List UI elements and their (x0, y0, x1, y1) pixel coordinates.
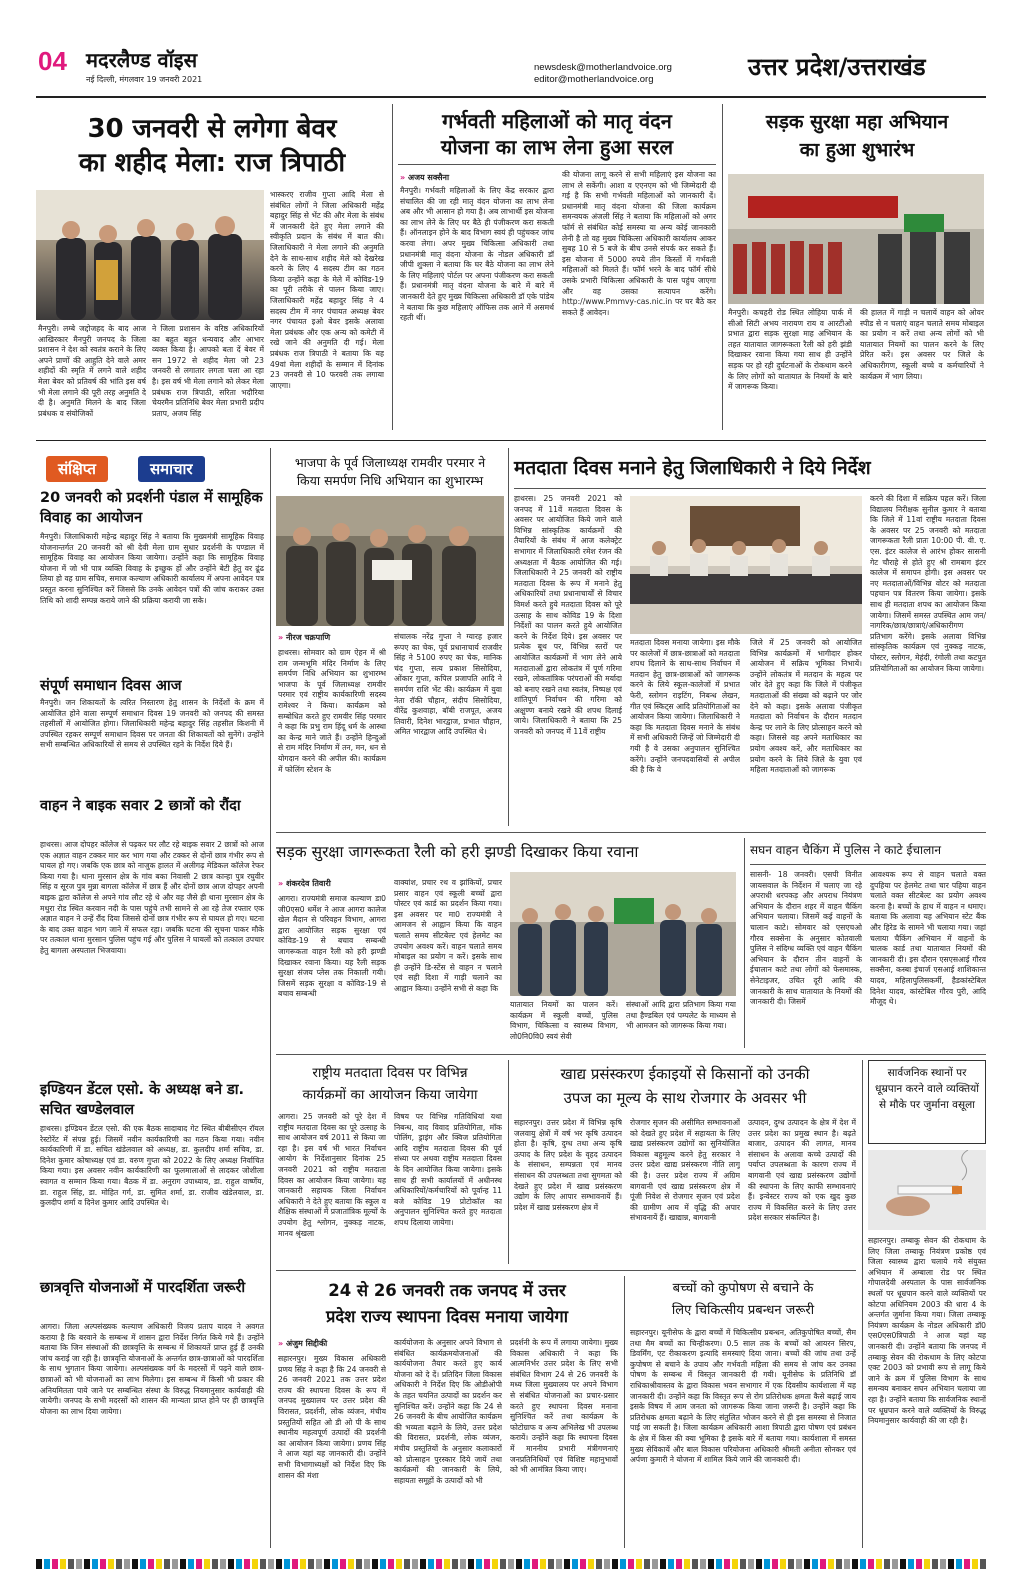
email-editor[interactable]: editor@motherlandvoice.org (534, 74, 654, 85)
divider (36, 440, 986, 441)
story-col-1: सहारनपुर। उत्तर प्रदेश में विभिन्न कृषि जलवायु क्षेत्रों में वर्ष भर कृषि उत्पादन होता है। कृषि, दुग्ध तथा अन्य कृषि उत्पाद के लिए प्रदेश के वृहद उत्पादन के संसाधन, सम्पन्नता एवं मानव संसाधन की उपलब्धता तथा सुगमता को देखते हुए प्रदेश में खाद्य प्रसंस्करण उद्योग के लिए आपार सम्भावनायें हैं। प्रदेश में खाद्य प्रसंस्करण क्षेत्र में (514, 1118, 622, 1212)
brief-text-4: हाथरस। इण्डियन डेंटल एसो. की एक बैठक सादाबाद गेट स्थित बीबीसीएन रॉयल रेस्टोरेंट में संपन्न हुई। जिसमें नवीन कार्यकारिणी का गठन किया गया। नवीन कार्यकारिणी में डा. सचित खंडेलवाल को अध्यक्ष, डा. कुलदीप शर्मा सचिव, डा. दिनेश कुमार कोषाध्यक्ष एवं डा. वरुण गुप्ता को 2022 के लिए अध्यक्ष निर्वाचित किया गया। इस अवसर नवीन कार्यकारिणी का फूलमालाओं से लादकर जोशीला स्वागत व सम्मान किया गया। बैठक में डा. अनुराग उपाध्याय, डा. राहुल वार्ष्णेय, डा. राहुल सिंह, डा. मोहित गर्ग, डा. सुमित शर्मा, डा. राजीव खंडेलवाल, डा. कुलदीप शर्मा व दिनेश कुमार आदि उपस्थित थे। (40, 1124, 264, 1208)
story-road-safety-rally (276, 838, 738, 1048)
headline: सार्वजनिक स्थानों पर धूम्रपान करने वाले व्यक्तियों से मौके पर जुर्माना वसूला (875, 1067, 979, 1111)
story-matru-vandan (398, 104, 716, 434)
briefs-column (36, 448, 266, 1548)
story-col-2: की योजना लागू करने से सभी महिलाएं इस योजना का लाभ ले सकेंगी। आशा व एएनएम को भी जिम्मेदारी दी गई है कि सभी गर्भवती महिलाओं को जानकारी दें। प्रधानमंत्री मातृ वंदना योजना की जिला कार्यक्रम समन्वयक अंजली सिंह ने बताया कि महिलाओं को अगर फॉर्म से संबंधित कोई समस्या या अन्य कोई जानकारी लेनी है तो वह मुख्य चिकित्सा अधिकारी कार्यालय आकर सुबह 10 से 5 बजे के बीच उनसे संपर्क कर सकते हैं। इस योजना में 5000 रुपये तीन किस्तों में गर्भवती महिलाओं को मिलते हैं। फॉर्म भरने के बाद फॉर्म सीधे उसके प्रभारी चिकित्सा अधिकारी के पास पहुंच जाएगा और वह उसका सत्यापन करेंगे। http://www.Pmmvy-cas.nic.in पर घर बैठे कर सकते हैं आवेदन। (562, 170, 716, 317)
story-road-safety-campaign (728, 104, 986, 434)
headline-box (868, 1060, 986, 1144)
story-malnutrition (630, 1276, 856, 1548)
story-up-foundation-day (276, 1276, 618, 1548)
brief-text-2: मैनपुरी। जन शिकायतों के त्वरित निस्तारण हेतु शासन के निर्देशों के क्रम में आयोजित होने वाला सम्पूर्ण समाधान दिवस 19 जनवरी को जनपद की समस्त तहसीलों में आयोजित होगा। जिलाधिकारी महेन्द्र बहादुर सिंह तहसील किशनी में उपस्थित रहकर सम्पूर्ण समाधान दिवस पर जनता की शिकायतों को सुनेंगे। उन्होंने सभी सम्बन्धित अधिकारियों से समय से उपस्थित रहने के निर्देश दिये हैं। (40, 698, 264, 750)
story-col-2: की हालत में गाड़ी न चलायें वाहन को ओवर स्पीड से न चलाएं वाहन चलाते समय मोबाइल का प्रयोग न करें तथा अन्य लोगों को भी यातायात नियमों का पालन करने के लिए प्रेरित करें। इस अवसर पर जिले के अधिकारीगण, स्कूली बच्चे व कर्मचारियों ने कार्यक्रम में भाग लिया। (860, 308, 984, 381)
headline: 30 जनवरी से लगेगा बेवर का शहीद मेला: राज त्रिपाठी (78, 114, 346, 178)
newspaper-name: मदरलैण्ड वॉइस (86, 48, 198, 72)
story-col-2: ने जिला प्रशासन के वरिष्ठ अधिकारियों का बहुत बहुत धन्यवाद और आभार व्यक्त किया है। आपको बता दें बेवर में सन 1972 से शहीद मेला जो 23 जनवरी से लगातार लगता चला आ रहा है। इस वर्ष भी मेला लगाने को लेकर मेला प्रबंधक राज त्रिपाठी, सरिता भदौरिया चेयरमैन प्रतिनिधि बेवर मेला प्रभारी प्रदीप प्रताप, अजय सिंह (152, 324, 264, 418)
story-col-1: हाथरस। 25 जनवरी 2021 को जनपद में 11वें मतदाता दिवस के अवसर पर आयोजित किये जाने वाले विभिन्न सांस्कृतिक कार्यक्रमों की तैयारियों के संबंध में आज कलेक्ट्रेट सभागार में जिलाधिकारी रमेश रंजन की अध्यक्षता में बैठक आयोजित की गई। जिलाधिकारी ने 25 जनवरी को राष्ट्रीय मतदाता दिवस के रूप में मनाने हेतु अधिकारियों तथा प्रधानाचार्यों से विचार विमर्श करते हुये मतदाता दिवस को पूरे उत्साह के साथ कोविड 19 के दिशा निर्देशों का पालन करते हुये आयोजित करने के निर्देश दिये। इस अवसर पर प्रत्येक बूथ पर, विभिन्न स्तरों पर आयोजित कार्यक्रमों में भाग लेने आये मतदाताओं द्वारा लोकतंत्र में पूर्ण गरिमा रखने, लोकतांत्रिक परंपराओं की मर्यादा को बनाए रखने तथा स्वतंत्र, निष्पक्ष एवं शांतिपूर्ण निर्वाचन की गरिमा को अक्षुण्ण बनाये रखने की शपथ दिलाई जाये। जिलाधिकारी ने बताया कि 25 जनवरी को जनपद में 11वें राष्ट्रीय (514, 494, 622, 737)
divider (514, 488, 986, 489)
story-col-3: उत्पादन, दुग्ध उत्पादन के क्षेत्र में देश में उत्तर प्रदेश का प्रमुख स्थान है। बढ़ते बाजार, उत्पादन की लागत, मानव संसाधन के अलावा कच्चे उत्पादों की पर्याप्त उपलब्धता के कारण राज्य में बागवानी एवं खाद्य प्रसंस्करण उद्योगों की स्थापना के लिए काफी सम्भावनाएं हैं। इन्वेस्टर राज्य को एक खुद कुछ राज्य में विकसित करने के लिए उत्तर प्रदेश सरकार संकल्पित है। (748, 1118, 856, 1223)
divider (744, 838, 745, 1048)
brief-headline-3: वाहन ने बाइक सवार 2 छात्रों को रौंदा (40, 798, 241, 814)
headline: मतदाता दिवस मनाने हेतु जिलाधिकारी ने दिये निर्देश (514, 457, 871, 479)
story-col-2: आवश्यक रूप से वाहन चलाते वक्त दुपहिया पर हेलमेट तथा चार पहिया वाहन चलाते वक्त सीटबेल्ट का प्रयोग अवश्य करना है। बच्चों के हाथ में वाहन न थमाए। बताया कि अलावा यह अभियान स्टेट बैंक और हिरेड के सामने भी चलाया गया। जहां चलाया चैकिंग अभियान में वाहनों के चालक कार्ड तथा यातायात नियमों की जानकारी दी। इस दौरान एसएसआई गौरव सक्सैना, कस्बा इंचार्ज एसआई शाशिकान्त यादव, महिलापुलिसकर्मी, हैडकांस्टेबिल दिनेश यादव, कांस्टेबिल गौरव पुरी, आदि मौजूद थे। (870, 870, 986, 1007)
story-shaheed-mela (36, 104, 386, 434)
headline: राष्ट्रीय मतदाता दिवस पर विभिन्न कार्यक्रमों का आयोजन किया जायेगा (302, 1065, 478, 1103)
story-voter-day-directions (514, 448, 986, 826)
story-smoking-fine (868, 1060, 986, 1548)
brief-text-1: मैनपुरी। जिलाधिकारी महेन्द्र बहादुर सिंह ने बताया कि मुख्यमंत्री सामूहिक विवाह योजनान्तर्गत 20 जनवरी को श्री देवी मेला ग्राम सुधार प्रदर्शनी के पण्डाल में सामूहिक विवाह का आयोजन किया जायेगा। उन्होंने कहा कि सामूहिक विवाह योजना में जो भी पात्र व्यक्ति विवाह के इच्छुक हों और उन्होंने बेटी हेतु वर ढूंढ लिया हो वह ग्राम सचिव, समाज कल्याण अधिकारी कार्यालय में अपना आवेदन पत्र प्रस्तुत करना सुनिश्चित करें जिससे कि उनके आवेदन पत्रों की जांच कराकर उक्त तिथि को शादी सम्पन्न कराये जाने की प्रक्रिया करायी जा सके। (40, 532, 264, 605)
divider (750, 864, 986, 865)
photo-flag-off (510, 872, 736, 996)
story-col-3: प्रदर्शनी के रूप में लगाया जायेगा। मुख्य विकास अधिकारी ने कहा कि आत्मनिर्भर उत्तर प्रदेश के लिए सभी संबंधित विभाग 24 से 26 जनवरी के मध्य जिला मुख्यालय पर अपने विभाग से संबंधित योजनाओं का प्रचार-प्रसार करते हुए स्थापना दिवस मनाना सुनिश्चित करें तथा कार्यक्रम के फोटोग्राफ व अन्य अभिलेख भी उपलब्ध करायें। उन्होंने कहा कि स्थापना दिवस में माननीय प्रभारी मंत्रीगणनाएं जनप्रतिनिधियों एवं विशिष्ट महानुभावों को भी आमंत्रित किया जाए। (510, 1338, 618, 1475)
story-col-2: वाक्यांश, प्रचार रथ व झांकियों, प्रचार प्रसार वाहन एवं स्कूली बच्चों द्वारा पोस्टर एवं कार्ड का प्रदर्शन किया गया। इस अवसर पर मा0 राज्यमंत्री ने आमजन से आह्वान किया कि वाहन चलाते समय सीटबेल्ट एवं हेलमेट का उपयोग अवश्य करें। वाहन चलाते समय मोबाइल का प्रयोग न करें। इसके साथ ही उन्होंने डि-स्टेंस से वाहन न चलाने एवं सही दिशा में गाड़ी चलाने का आह्वान किया। उन्होंने सभी से कहा कि (394, 878, 502, 993)
story-col-3: भास्करए राजीव गुप्ता आदि मेला से संबंधित लोगों ने जिला अधिकारी महेंद्र बहादुर सिंह से भेंट की और मेला के संबंध में जानकारी देते हुए मेला लगाने की स्वीकृति प्रदान के संबंध में बात की। जिलाधिकारी ने मेला लगाने की अनुमति देने के साथ-साथ शहीद मेले को देखरेख करने के लिए 4 सदस्य टीम का गठन किया उन्होंने कहा के मेले में कोविड-19 का पूरी तरीके से पालन किया जाए। जिलाधिकारी महेंद्र बहादुर सिंह ने 4 सदस्य टीम में नगर पंचायत अध्यक्ष बेवर नगर पंचायत इओ बेवर इसके अलावा मेला प्रबंधक और एक अन्य को कमेटी में रखे जाने की अनुमति दी गई। मेला प्रबंधक राज त्रिपाठी ने बताया कि यह 49वां मेला शहीदों के सम्मान में दिनांक 23 जनवरी से 10 फरवरी तक लगाया जाएगा। (270, 190, 384, 390)
story-col-1: आगरा। 25 जनवरी को पूरे देश में राष्ट्रीय मतदाता दिवस का पूरे उत्साह के साथ आयोजन वर्ष 2011 से किया जा रहा है। इस वर्ष भी भारत निर्वाचन आयोग के निर्देशानुसार दिनांक 25 जनवरी 2021 को राष्ट्रीय मतदाता दिवस का आयोजन किया जायेगा। यह जानकारी सहायक जिला निर्वाचन अधिकारी ने देते हुए बताया कि स्कूल व शैक्षिक संस्थाओं में प्रजातांत्रिक मूल्यों के उपयोग हेतु श्लोगन, नुक्कड़ नाटक, मानव श्रृंखला (278, 1112, 386, 1238)
headline: गर्भवती महिलाओं को मातृ वंदन योजना का लाभ लेना हुआ सरल (440, 109, 674, 159)
story-col-3: जिले में 25 जनवरी को आयोजित विभिन्न कार्यक्रमों में भागीदार होकर आयोजन में सक्रिय भूमिका निभायें। उन्होंने लोकतंत्र में मतदान के महत्व पर जोर देते हुए कहा कि जिले में पंजीकृत मतदाताओं की संख्या को बढ़ाने पर जोर देने को कहा। इसके अलावा पंजीकृत मतदाता को निर्वाचन के दौरान मतदान केन्द्र पर लाने के लिए प्रोत्साहन करने को कहा। जिससे वह अपने मताधिकार का प्रयोग अवश्य करें, और मताधिकार का प्रयोग करने के लिये जिले के युवा एवं महिला मतदाताओं को जागरूक (750, 638, 862, 775)
divider (398, 164, 716, 165)
byline: » अंजुम सिद्दीकी (278, 1338, 327, 1349)
photo-cigarette (868, 1150, 986, 1230)
story-col-2: मतदाता दिवस मनाया जायेगा। इस मौके पर कालेजों में छात्र-छात्राओं को मतदाता शपथ दिलाने के साथ-साथ निर्वाचन में मतदान हेतु छात्र-छात्राओं को जागरूक करने के लिये स्कूल-कालेजों में प्रभात फेरी, स्लोगन राइटिंग, निबन्ध लेखन, गीत एवं स्किट्स आदि प्रतियोगिताओं का आयोजन किया जायेगा। जिलाधिकारी ने कहा कि मतदाता दिवस मनाने के संबंध में सभी अधिकारी जिन्हें जो जिम्मेदारी दी गयी है वे उसका अनुपालन सुनिश्चित करेंगे। उन्होंने जनपदवासियों से अपील की है कि वे (630, 638, 740, 775)
headline: 24 से 26 जनवरी तक जनपद में उत्तर प्रदेश राज्य स्थापना दिवस मनाया जायेगा (326, 1281, 568, 1326)
divider (722, 104, 723, 430)
brief-headline-1: 20 जनवरी को प्रदर्शनी पंडाल में सामूहिक विवाह का आयोजन (40, 490, 263, 526)
photo-mela-meeting (36, 190, 264, 320)
headline: बच्चों को कुपोषण से बचाने के लिए चिकित्सीय प्रबन्धन जरूरी (671, 1281, 815, 1318)
story-col-2: विषय पर विभिन्न गतिविधियां यथा निबन्ध, वाद विवाद प्रतियोगिता, मॉक पोलिंग, ड्राइंग और क्विज प्रतियोगिता आदि राष्ट्रीय मतदाता दिवस की पूर्व संध्या पर अथवा राष्ट्रीय मतदाता दिवस के दिन आयोजित किया जायेगा। इसके साथ ही सभी कार्यालयों में अधीनस्थ अधिकारियों/कर्मचारियों को पूर्वान्ह 11 बजे कोविड 19 प्रोटोकॉल का अनुपालन सुनिश्चित करते हुए मतदाता शपथ दिलाया जायेगा। (394, 1112, 502, 1227)
story-text: सहारनपुर। तम्बाकू सेवन की रोकथाम के लिए जिला तम्बाकू नियंत्रण प्रकोष्ठ एवं जिला स्वास्थ्य द्वारा चलाये गये संयुक्त अभियान में अम्बाला रोड पर स्थित गोपालदेवी अस्पताल के पास सार्वजनिक स्थलों पर धूम्रपान करने वाले व्यक्तियों पर कोटपा अधिनियम 2003 की धारा 4 के अन्तर्गत जुर्माना किया गया। जिला तम्बाकू नियंत्रण कार्यक्रम के नोडल अधिकारी डॉ0 एस0एस0त्रिपाठी ने आज यहां यह जानकारी दी। उन्होंने बताया कि जनपद में तम्बाकू सेवन की रोकथाम के लिए कोटपा एक्ट 2003 को प्रभावी रूप से लागू किये जाने के क्रम में पुलिस विभाग के साथ समन्वय बनाकर सघन अभियान चलाया जा रहा है। उन्होंने बताया कि सार्वजनिक स्थानों पर धूम्रपान करने वाले व्यक्तियों के विरुद्ध नियमानुसार कार्यवाही की जा रही है। (868, 1236, 986, 1426)
story-col-1: मैनपुरी। गर्भवती महिलाओं के लिए केंद्र सरकार द्वारा संचालित की जा रही मातृ वंदन योजना का लाभ लेना अब और भी आसान हो गया है। अब लाभार्थी इस योजना का लाभ लेने के लिए घर बैठे ही पंजीकरण करा सकती हैं। ऑनलाइन होने के बाद विभाग स्वयं ही पहुंचकर जांच करवा लेगा। अपर मुख्य चिकित्सा अधिकारी तथा प्रधानमंत्री मातृ वंदना योजना के नोडल अधिकारी डॉ जीपी शुक्ला ने बताया कि घर बैठे योजना का लाभ लेने के लिए महिलाएं पोर्टल पर अपना पंजीकरण करा सकती हैं। प्रधानमंत्री मातृ वंदना योजना के बारे में बारे में जानकारी देते हुए मुख्य चिकित्सा अधिकारी डॉ एके पांडेय ने बताया कि कुछ महिलाएं ऑफिस तक आने में असमर्थ रहती थीं। (400, 186, 554, 323)
story-col-1: मैनपुरी। कचहरी रोड स्थित लोहिया पार्क में सीओ सिटी अभय नारायण राय व आरटीओ प्रभात द्वारा सड़क सुरक्षा माह अभियान के तहत यातायात जागरूकता रैली को हरी झंडी दिखाकर रवाना किया गया साथ ही उन्होंने सड़क पर हो रही दुर्घटनाओं के रोकथाम करने के लिए लोगों को यातायात के नियमों के बारे में जागरूक किया। (728, 308, 852, 392)
photo-road-safety-rally (728, 174, 984, 304)
story-col-1: हाथरस। सोमवार को ग्राम ऐहन में श्री राम जन्मभूमि मंदिर निर्माण के लिए समर्पण निधि अभियान का शुभारम्भ भाजपा के पूर्व जिलाध्यक्ष रामवीर परमार एवं राष्ट्रीय कार्यकारिणी सदस्य रामेश्वर ने किया। कार्यक्रम को सम्बोधित करते हुए रामवीर सिंह परमार ने कहा कि प्रभु राम हिंदू धर्म के आस्था का केन्द्र माने जाते हैं। उन्होंने हिन्दुओं से राम मंदिर निर्माण में तन, मन, धन से योगदान करने की अपील की। कार्यक्रम में फोलिंग स्टेशन के (278, 648, 386, 774)
headline: भाजपा के पूर्व जिलाध्यक्ष रामवीर परमार ने किया समर्पण निधि अभियान का शुभारम्भ (294, 455, 486, 488)
section-title: उत्तर प्रदेश/उत्तराखंड (748, 53, 926, 81)
story-col-2: कार्ययोजना के अनुसार अपने विभाग से संबंधित कार्यक्रमयोजनाओं की कार्ययोजना तैयार करते हुए कार्य योजना को दे दें। प्रतिदिन जिला विकास अधिकारी ने निर्देश दिए कि ओडीओपी के तहत चयनित उत्पादों का प्रदर्शन कर सुनिश्चित करें। उन्होंने कहा कि 24 से 26 जनवरी के बीच आयोजित कार्यक्रम की भव्यता बढ़ाने के लिये, उत्तर प्रदेश की विरासत, प्रदर्शनी, लोक व्यंजन, मंचीय प्रस्तुतियों के अनुसार कलाकारों को प्रोत्साहन पुरस्कार दिये जायें तथा कार्यक्रमों की जानकारी के लिये, सहायता समूहों के उत्पादों को भी (394, 1338, 502, 1485)
story-col-3: यातायात नियमों का पालन करें। कार्यक्रम में स्कूली बच्चों, पुलिस विभाग, चिकित्सा व स्वास्थ्य विभाग, लो0नि0वि0 स्वयं सेवी (510, 1000, 618, 1041)
headline: खाद्य प्रसंस्करण ईकाइयों से किसानों को उनकी उपज का मूल्य के साथ रोजगार के अवसर भी (560, 1065, 810, 1107)
brief-headline-5: छात्रवृत्ति योजनाओं में पारदर्शिता जरूरी (40, 1280, 246, 1296)
headline: सड़क सुरक्षा जागरूकता रैली को हरी झण्डी दिखाकर किया रवाना (276, 843, 639, 861)
story-col-2: रोजगार सृजन की असीमित सम्भावनाओं को देखते हुए प्रदेश में सहायता के लिए खाद्य प्रसंस्करण उद्योगों का सुनियोजित विकास बहुमूल्य करने हेतु सरकार ने उत्तर प्रदेश खाद्य प्रसंस्करण नीति लागू की है। उत्तर प्रदेश राज्य में अग्रिम बागवानी एवं खाद्य प्रसंस्करण क्षेत्र में पूंजी निवेश से रोजगार सृजन एवं प्रदेश की ग्रामीण आय में वृद्धि की अपार संभावनायें हैं। खाद्यान्न, बागवानी (630, 1118, 740, 1223)
story-col-1: आगरा। राज्यमंत्री समाज कल्याण डा0 जी0एस0 धर्मेश ने आज आगरा कालेज खेल मैदान से परिवहन विभाग, आगरा द्वारा आयोजित सड़क सुरक्षा एवं कोविड-19 से बचाव सम्बन्धी जागरूकता वाहन रैली को हरी झण्डी दिखाकर रवाना किया। यह रैली सड़क सुरक्षा संजय प्लेस तक निकाली गयी। जिसमें सड़क सुरक्षा व कोविड-19 से बचाव सम्बन्धी (278, 894, 386, 999)
divider (276, 1270, 856, 1271)
divider (624, 1276, 625, 1548)
story-col-1: सहारनपुर। मुख्य विकास अधिकारी प्रणय सिंह ने कहा है कि 24 जनवरी से 26 जनवरी 2021 तक उत्तर प्रदेश राज्य की स्थापना दिवस के रूप में जनपद मुख्यालय पर उत्तर प्रदेश की विरासत, प्रदर्शनी, लोक व्यंजन, मंचीय प्रस्तुतियों सहित ओ डी ओ पी के साथ स्थानीय महत्वपूर्ण उत्पादों की प्रदर्शनी का आयोजन किया जायेगा। प्रणय सिंह ने आज यहां यह जानकारी दी। उन्होंने सभी विभागाध्यक्षों को निर्देश दिए कि शासन की मंशा (278, 1354, 386, 1480)
byline: » अजय सक्सैना (400, 172, 449, 183)
photo-samarpan-meeting (276, 496, 504, 626)
story-vehicle-checking (750, 838, 986, 1048)
brief-headline-4: इण्डियन डेंटल एसो. के अध्यक्ष बने डा. सचित खण्डेलवाल (40, 1082, 245, 1118)
brief-text-3: हाथरस। आज दोपहर कॉलेज से पढ़कर घर लौट रहे बाइक सवार 2 छात्रों को आज एक अज्ञात वाहन टक्कर मार कर भाग गया और टक्कर से दोनों छात्र गंभीर रूप से घायल हो गए। जबकि एक छात्र को नाजुक हालत में अलीगढ़ मेडिकल कॉलेज रेफर किया गया है। थाना मुरसान क्षेत्र के गांव बका निवासी 2 छात्र कान्हा पुत्र रघुवीर सिंह व सूरज पुत्र मुन्ना बागला कॉलेज में छात्र हैं और दोनों छात्र आज दोपहर अपनी बाइक द्वारा कॉलेज से अपने गांव लौट रहे थे और वह जैसे ही थाना मुरसान क्षेत्र के मथुरा रोड स्थित करवान नदी के पास पहुंचे तभी सामने से आ रहे तेज रफ्तार एक अज्ञात वाहन ने उन्हें रौंद दिया जिससे दोनों छात्र गंभीर रूप से घायल हो गए। घटना के बाद उक्त वाहन भाग जाने में सफल रहा। जबकि घटना की सूचना पाकर मौके पर तत्काल थाना मुरसान पुलिस पहुंच गई और पुलिस ने घायलों को तत्काल उपचार हेतु बागला अस्पताल भिजवाया। (40, 840, 264, 955)
briefs-header: संक्षिप्त समाचार (46, 456, 246, 482)
story-col-caption: मैनपुरी। लम्बे जद्दोजहद के बाद आज आखिरकार मैनपुरी जनपद के जिला प्रशासन ने देश को स्वतंत्र कराने के लिए अपने प्राणों की आहुति देने वाले अमर शहीदों की स्मृति में लगने वाले शहीद मेला बेवर को प्रतिवर्ष की भांति इस वर्ष भी मेला लगाने की पूरी तरह अनुमति दे दी है। अनुमति मिलने के बाद जिला प्रबंधक व संयोजिकों (38, 324, 146, 418)
story-national-voters-day (276, 1060, 504, 1264)
divider (276, 832, 986, 833)
divider (276, 1054, 986, 1055)
story-col-1: सासनी- 18 जनवरी। एसपी विनीत जायसवाल के निर्देशन में चलाए जा रहे अपराधी धरपकड़ और अपराध नियंत्रण अभियान के दौरान शहर में वाहन चैकिंग अभियान चलाया। जिसमें कई वाहनों के चालान काटे। सोमवार को एसएचओ गौरव सक्सेना के अनुसार कोतवाली पुलिस ने संदिग्ध व्यक्ति एवं वाहन चैकिंग अभियान के दौरान तीन वाहनों के ईचालान काटे तथा लोगों को फेसमास्क, सेनेटाइजर, उचित दूरी आदि की जानकारी के साथ यातायात के नियमों की जानकारी दी। जिसमें (750, 870, 862, 1007)
headline: सड़क सुरक्षा महा अभियान का हुआ शुभारंभ (765, 111, 949, 161)
story-col-4: संस्थाओं आदि द्वारा प्रतिभाग किया गया तथा हैण्डबिल एवं पम्पलेट के माध्यम से भी आमजन को जागरूक किया गया। (626, 1000, 736, 1031)
byline: » शंकरदेव तिवारी (278, 878, 331, 889)
divider (862, 1060, 863, 1548)
story-samarpan-nidhi (276, 448, 504, 826)
issue-date: नई दिल्ली, मंगलवार 19 जनवरी 2021 (86, 75, 203, 84)
masthead-rule (36, 96, 986, 98)
divider (392, 104, 393, 430)
brief-text-5: आगरा। जिला अल्पसंख्यक कल्याण अधिकारी विजय प्रताप यादव ने अवगत कराया है कि बरवाने के सम्बन्ध में शासन द्वारा निर्देश निर्गत किये गये हैं। उन्होंने बताया कि जिन संस्थाओं की छात्रवृत्ति के सम्बन्ध में शिकायतें प्राप्त हुई हैं उनकी जांच कराई जा रही है। छात्रवृत्ति योजनाओं के अन्तर्गत छात्र-छात्राओं को पारदर्शिता के साथ भुगतान किया जायेगा। अल्पसंख्यक वर्ग के मदरसों में पढ़ने वाले छात्र-छात्राओं को भी योजनाओं का लाभ मिलेगा। इस सम्बन्ध में किसी भी प्रकार की अनियमितता पाये जाने पर सम्बन्धित संस्था के विरुद्ध नियमानुसार कार्यवाही की जायेगी। जनपद के सभी मदरसों को शासन की मान्यता प्राप्त होने पर ही छात्रवृत्ति योजना का लाभ दिया जायेगा। (40, 1322, 264, 1416)
divider (270, 448, 271, 1548)
email-newsdesk[interactable]: newsdesk@motherlandvoice.org (534, 62, 672, 73)
divider (508, 1060, 509, 1264)
story-col-4: करने की दिशा में सक्रिय पहल करें। जिला विद्यालय निरीक्षक सुनील कुमार ने बताया कि जिले में 11वां राष्ट्रीय मतदाता दिवस के अवसर पर 25 जनवरी को मतदाता जागरूकता रैली प्रातः 10:00 पी. वी. ए. एस. इंटर कालेज से आरंभ होकर सासनी गेट चौराहे से होते हुए श्री रामबाग इंटर कालेज में समापन होगी। इस अवसर पर नए मतदाताओं/विभिन्न वोटर को मतदाता पहचान पत्र वितरण किया जायेगा। इसके साथ ही मतदाता शपथ का आयोजन किया जायेगा। जिसमें समस्त उपस्थित आम जन/नागरिक/छात्र/छात्राएं/अधिकारीगण प्रतिभाग करेंगे। इसके अलावा विभिन्न सांस्कृतिक कार्यक्रम एवं नुक्कड़ नाटक, पोस्टर, स्लोगन, मेहंदी, रंगोली तथा कटपुत प्रतियोगिताओं का आयोजन किया जायेगा। (870, 494, 986, 673)
story-col-2: संचालक नरेंद्र गुप्ता ने ग्यारह हजार रूपए का चेक, पूर्व प्रधानाचार्य राजवीर सिंह ने 5100 रुपए का चेक, मानिक चंद गुप्ता, सत्य प्रकाश सिसोदिया, ओंकार गुप्ता, कपिल प्रजापति आदि ने समर्पण राशि भेंट की। कार्यक्रम में युवा नेता रॉकी चौहान, संदीप सिसोदिया, वीरेंद्र कुशवाहा, बॉबी राजपूत, अजय तिवारी, दिनेश भारद्वाज, प्रभात चौहान, अमित भारद्वाज आदि उपस्थित थे। (394, 632, 502, 737)
page-number: 04 (38, 46, 67, 76)
byline: » नीरज चक्रपाणि (278, 632, 330, 643)
story-text: सहारनपुर। यूनीसेफ के द्वारा बच्चों में चिकित्सीय प्रबन्धन, अतिकुपोषित बच्चों, सैम तथा मैम बच्चों का चिन्हीकरण। 0.5 साल तक के बच्चों को आयरन सिरप, डिवर्मिंग, एट रीकाकरण इत्यादि समस्याएं दिया जाना। बच्चों की जांच तथा उन्हें कुपोषण से बचाने के उपाय और गर्भवती महिला की समय से जांच कर उनका पोषण के सम्बन्ध में विस्तृत जानकारी दी गयी। यूनीसेफ के प्रतिनिधि डॉ राधिकाश्रीवास्तव के द्वारा विकास भवन सभागार में एक दिवसीय कार्यशाला में यह जानकारी दी। उन्होंने कहा कि विस्तृत रूप से रोग प्रतिरोधक क्षमता कैसे बढ़ाई जाय इसके विषय में आम जनता को जागरूक किया जाना जरूरी है। उन्होंने कहा कि प्रतिरोधक क्षमता बढ़ाने के लिए संतुलित भोजन करने से ही इस समस्या से निजात पाई जा सकती है। जिला कार्यक्रम अधिकारी आशा त्रिपाठी द्वारा पोषण एवं प्रबंधन के क्षेत्र में किस की क्या भूमिका है इसके बारे में बताया गया। कार्यशाला में समस्त मुख्य सेविकायें और बाल विकास परियोजना अधिकारी श्रीमती अनीता सोनकर एवं अर्पणा कुमारी ने योजना में शामिल किये जाने की जानकारी दी। (630, 1328, 856, 1465)
photo-collectorate-meeting (630, 496, 862, 634)
headline: सघन वाहन चैकिंग में पुलिस ने काटे ईचालान (750, 843, 941, 857)
masthead (36, 44, 986, 96)
divider (508, 448, 509, 826)
story-food-processing (514, 1060, 856, 1264)
brief-headline-2: संपूर्ण समाधान दिवस आज (40, 678, 182, 694)
print-color-strip (36, 1554, 986, 1564)
